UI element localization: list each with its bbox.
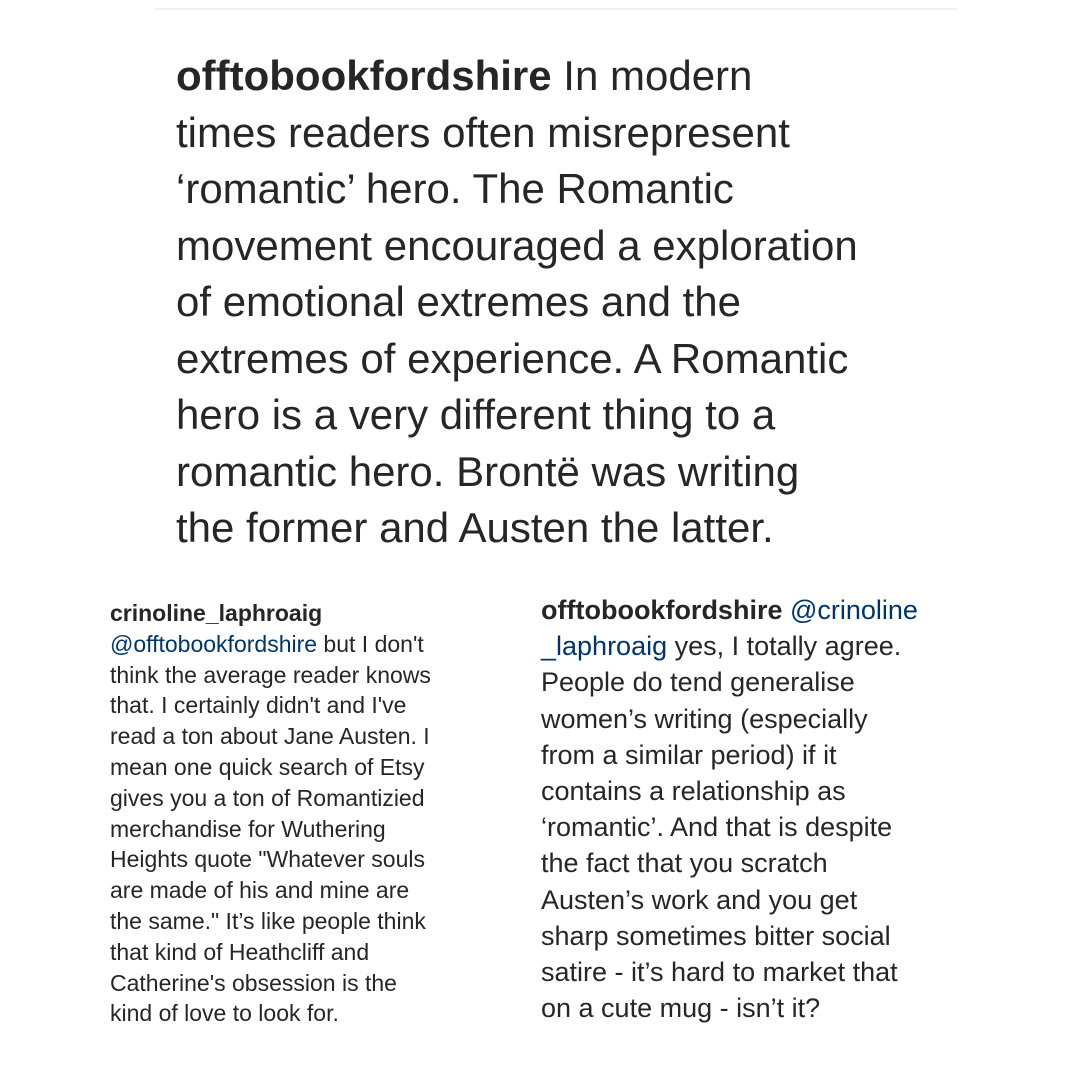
- right-comment-username[interactable]: offtobookfordshire: [541, 595, 783, 625]
- top-divider: [155, 8, 957, 10]
- right-comment-line: sharp sometimes bitter social: [541, 920, 891, 951]
- main-comment-line: ‘romantic’ hero. The Romantic: [176, 165, 734, 212]
- main-comment-line: [176, 48, 966, 105]
- main-comment-line: times readers often misrepresent: [176, 108, 790, 156]
- right-comment: [541, 592, 961, 1026]
- left-comment-line: kind of love to look for.: [110, 1000, 339, 1027]
- right-comment-line: [541, 628, 961, 664]
- left-comment-line: gives you a ton of Romantizied: [110, 784, 425, 811]
- main-comment-username[interactable]: offtobookfordshire: [176, 52, 552, 99]
- left-comment-line: merchandise for Wuthering: [110, 815, 386, 842]
- main-comment-line: extremes of experience. A Romantic: [176, 334, 849, 382]
- right-comment-line: Austen’s work and you get: [541, 884, 858, 915]
- right-comment-mention-continued[interactable]: _laphroaig: [541, 631, 668, 662]
- left-comment-line: that. I certainly didn't and I've: [110, 692, 407, 719]
- left-comment-line: Catherine's obsession is the: [110, 969, 397, 996]
- left-comment-line: read a ton about Jane Austen. I: [110, 723, 430, 750]
- left-comment-line: Heights quote "Whatever souls: [110, 846, 425, 873]
- left-comment-line: mean one quick search of Etsy: [110, 753, 425, 780]
- right-comment-line: ‘romantic’. And that is despite: [541, 812, 893, 843]
- right-comment-line: from a similar period) if it: [541, 739, 837, 770]
- main-comment-line: romantic hero. Brontë was writing: [176, 447, 800, 495]
- main-comment-text: In modern: [551, 52, 753, 99]
- right-comment-line: satire - it’s hard to market that: [541, 957, 898, 988]
- left-comment-line: that kind of Heathcliff and: [110, 938, 370, 965]
- right-comment-line: the fact that you scratch: [541, 848, 828, 879]
- main-comment-line: the former and Austen the latter.: [176, 504, 774, 551]
- main-comment-line: hero is a very different thing to a: [176, 391, 776, 438]
- left-comment-line: [110, 629, 490, 660]
- main-comment: [176, 48, 966, 557]
- right-comment-mention[interactable]: @crinoline: [782, 595, 918, 625]
- left-comment-username[interactable]: crinoline_laphroaig: [110, 600, 323, 626]
- main-comment-line: of emotional extremes and the: [176, 278, 741, 325]
- right-comment-line: on a cute mug - isn’t it?: [541, 993, 821, 1024]
- left-comment-text: but I don't: [317, 630, 424, 657]
- right-comment-line: contains a relationship as: [541, 776, 846, 807]
- right-comment-text: yes, I totally agree.: [667, 631, 902, 662]
- right-comment-line: People do tend generalise: [541, 667, 855, 698]
- left-comment-mention[interactable]: @offtobookfordshire: [110, 630, 318, 657]
- right-comment-line: [541, 592, 961, 628]
- left-comment: [110, 598, 490, 1029]
- left-comment-line: think the average reader knows: [110, 661, 431, 688]
- main-comment-line: movement encouraged a exploration: [176, 221, 858, 269]
- left-comment-line: the same." It’s like people think: [110, 907, 426, 934]
- right-comment-line: women’s writing (especially: [541, 703, 868, 734]
- left-comment-line: are made of his and mine are: [110, 877, 410, 904]
